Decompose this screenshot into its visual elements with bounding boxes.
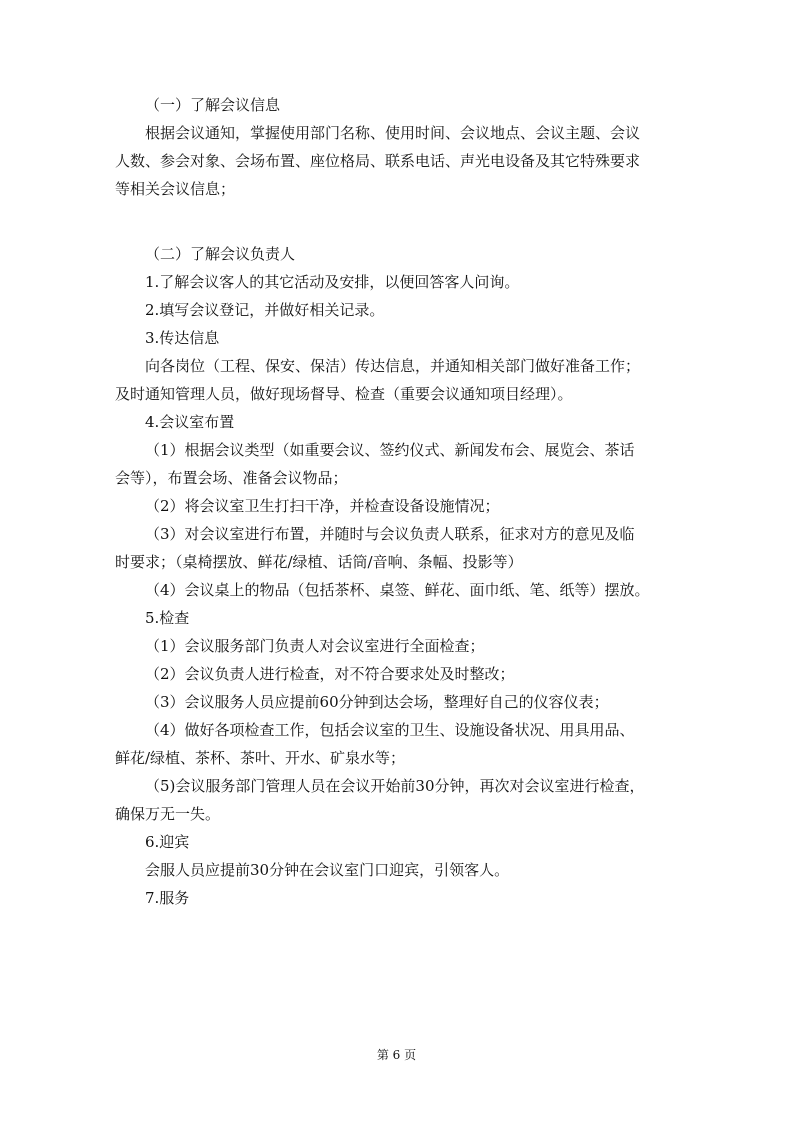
sub-item: （2）将会议室卫生打扫干净，并检查设备设施情况； xyxy=(145,497,500,515)
paragraph-line: 确保万无一失。 xyxy=(115,805,221,823)
sub-item: （5)会议服务部门管理人员在会议开始前30分钟，再次对会议室进行检查， xyxy=(145,777,645,795)
paragraph-line: 向各岗位（工程、保安、保洁）传达信息，并通知相关部门做好准备工作； xyxy=(145,357,641,375)
sub-item: （4）做好各项检查工作，包括会议室的卫生、设施设备状况、用具用品、 xyxy=(145,721,635,739)
paragraph-line: 鲜花/绿植、茶杯、茶叶、开水、矿泉水等； xyxy=(115,749,406,767)
section-heading-1: （一）了解会议信息 xyxy=(145,96,281,114)
paragraph-line: 及时通知管理人员，做好现场督导、检查（重要会议通知项目经理）。 xyxy=(115,385,573,403)
sub-item: （1）根据会议类型（如重要会议、签约仪式、新闻发布会、展览会、茶话 xyxy=(145,441,635,459)
page-number: 第 6 页 xyxy=(376,1048,417,1062)
section-gap xyxy=(115,208,680,245)
list-item: 2.填写会议登记，并做好相关记录。 xyxy=(145,301,385,319)
list-item: 3.传达信息 xyxy=(145,329,220,347)
list-item: 6.迎宾 xyxy=(145,833,190,851)
paragraph-line: 时要求；（桌椅摆放、鲜花/绿植、话筒/音响、条幅、投影等） xyxy=(115,553,523,571)
sub-item: （1）会议服务部门负责人对会议室进行全面检查； xyxy=(145,637,485,655)
sub-item: （3）对会议室进行布置，并随时与会议负责人联系，征求对方的意见及临 xyxy=(145,525,635,543)
document-body xyxy=(115,96,680,917)
paragraph-line: 等相关会议信息； xyxy=(115,180,236,198)
sub-item: （3）会议服务人员应提前60分钟到达会场，整理好自己的仪容仪表； xyxy=(145,693,609,711)
paragraph-line: 人数、参会对象、会场布置、座位格局、联系电话、声光电设备及其它特殊要求 xyxy=(115,152,641,170)
paragraph-line: 会等），布置会场、准备会议物品； xyxy=(115,469,348,487)
section-heading-2: （二）了解会议负责人 xyxy=(145,245,296,263)
sub-item: （2）会议负责人进行检查，对不符合要求处及时整改； xyxy=(145,665,515,683)
sub-item: （4）会议桌上的物品（包括茶杯、桌签、鲜花、面巾纸、笔、纸等）摆放。 xyxy=(145,581,650,599)
list-item: 1.了解会议客人的其它活动及安排，以便回答客人问询。 xyxy=(145,273,520,291)
list-item: 5.检查 xyxy=(145,609,190,627)
list-item: 7.服务 xyxy=(145,889,190,907)
list-item: 4.会议室布置 xyxy=(145,413,235,431)
paragraph-line: 根据会议通知，掌握使用部门名称、使用时间、会议地点、会议主题、会议 xyxy=(145,124,641,142)
paragraph-line: 会服人员应提前30分钟在会议室门口迎宾，引领客人。 xyxy=(145,861,510,879)
